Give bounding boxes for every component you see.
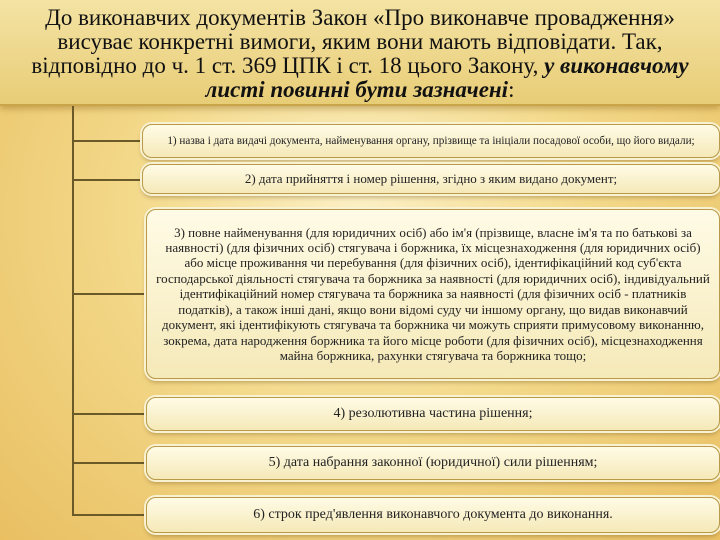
requirement-item-3	[146, 209, 720, 379]
title-line-3: відповідно до ч. 1 ст. 369 ЦПК і ст. 18 цього Закону,	[31, 53, 539, 78]
tree-branch-6	[73, 514, 146, 516]
title-emphasis-1: у виконавчому	[544, 53, 689, 78]
tree-branch-2	[73, 179, 142, 181]
title-emphasis-2: листі повинні бути зазначені	[205, 77, 509, 102]
requirement-text: 2) дата прийняття і номер рішення, згідно з яким видано документ;	[244, 171, 618, 186]
tree-connector-line	[72, 106, 74, 516]
requirement-item-5	[146, 446, 720, 480]
requirement-text: 3) повне найменування (для юридичних осіб) або ім'я (прізвище, власне ім'я та по батькові за наявності) (для фізичних осіб) стягувача і боржника, їх місцезнаходження (для юридичних осіб) або місце проживання чи перебування (для фізичних осіб), ідентифікаційний код суб'єкта господарської діяльності стягувача та боржника за наявності (для юридичних осіб), індивідуальний ідентифікаційний номер стягувача та боржника за наявності (для фізичних осіб - платників податків), а також інші дані, якщо вони відомі суду чи іншому органу, що видав виконавчий документ, які ідентифікують стягувача та боржника чи можуть сприяти примусовому виконанню, зокрема, дата народження боржника та його місце роботи (для фізичних осіб), місцезнаходження майна боржника, рахунки стягувача та боржника тощо;	[156, 224, 710, 363]
tree-branch-4	[73, 413, 146, 415]
title-line-2: висуває конкретні вимоги, яким вони мають відповідати. Так,	[57, 29, 663, 54]
requirement-text: 6) строк пред'явлення виконавчого документа до виконання.	[253, 507, 613, 522]
title-line-1: До виконавчих документів Закон «Про виконавче провадження»	[45, 5, 675, 30]
tree-branch-3	[73, 293, 146, 295]
requirement-item-2	[142, 164, 720, 194]
requirement-item-4	[146, 397, 720, 431]
requirement-text: 5) дата набрання законної (юридичної) сили рішенням;	[268, 455, 598, 470]
requirement-text: 1) назва і дата видачі документа, найменування органу, прізвище та ініціали посадової особи, що його видали;	[167, 135, 695, 147]
requirement-text: 4) резолютивна частина рішення;	[333, 406, 533, 421]
title-colon: :	[508, 77, 515, 102]
tree-branch-1	[73, 140, 142, 142]
slide-title	[0, 0, 720, 106]
requirement-item-1	[142, 124, 720, 158]
requirement-item-6	[146, 497, 720, 533]
tree-branch-5	[73, 462, 146, 464]
